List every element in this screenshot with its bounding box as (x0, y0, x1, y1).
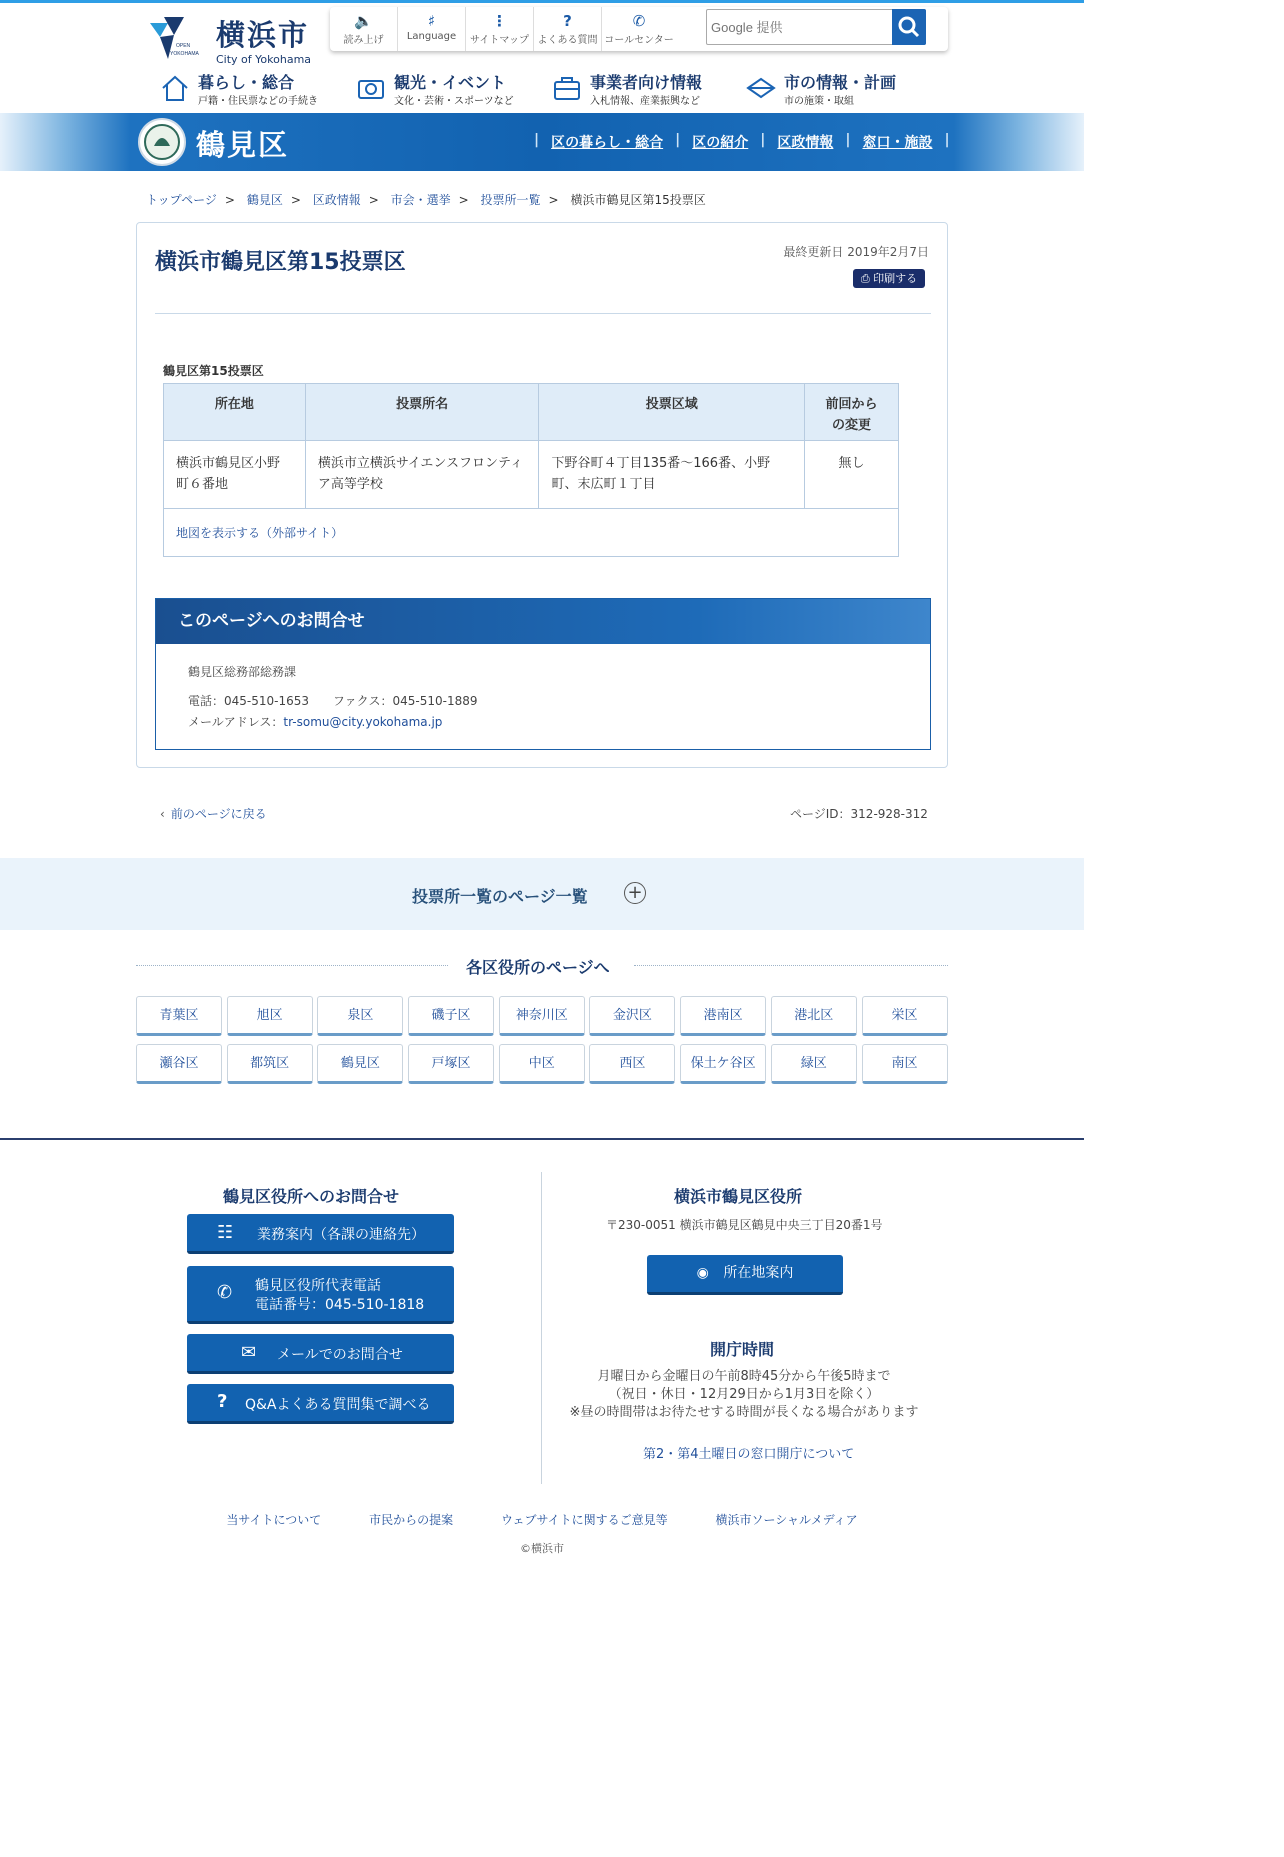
phone-icon: ✆ (632, 12, 646, 30)
divider (634, 965, 948, 966)
button-label: 鶴見区役所代表電話 (255, 1278, 381, 1294)
footer-links (0, 1511, 1084, 1528)
briefcase-icon (552, 73, 582, 103)
table-cell: 横浜市立横浜サイエンスフロンティア高等学校 (305, 441, 539, 509)
util-label: サイトマップ (470, 35, 529, 46)
office-title: 横浜市鶴見区役所 (674, 1187, 803, 1206)
faq-button[interactable] (534, 7, 602, 51)
print-button[interactable] (853, 269, 925, 288)
hours-line: ※昼の時間帯はお待たせする時間が長くなる場合があります (569, 1405, 919, 1420)
site-search (706, 9, 926, 45)
breadcrumb-link[interactable]: 市会・選挙 (390, 193, 451, 207)
table-cell: 横浜市鶴見区小野町６番地 (164, 441, 306, 509)
accordion-page-list[interactable] (0, 858, 1084, 930)
table-header: 所在地 (164, 384, 306, 441)
ward-button[interactable]: 金沢区 (589, 996, 675, 1036)
breadcrumb-link[interactable]: 区政情報 (312, 193, 361, 207)
faq-search-button[interactable] (187, 1384, 454, 1424)
house-icon (160, 73, 190, 103)
read-aloud-button[interactable] (330, 7, 398, 51)
search-button[interactable] (892, 9, 926, 45)
table-header: 前回からの変更 (805, 384, 899, 441)
mail-contact-button[interactable] (187, 1334, 454, 1374)
ward-grid (136, 996, 948, 1084)
ward-nav-facilities[interactable]: 窓口・施設 (862, 135, 933, 151)
page-id: ページID：312-928-312 (790, 807, 928, 821)
back-link[interactable]: 前のページに戻る (170, 807, 267, 821)
button-label: メールでのお問合せ (277, 1347, 403, 1363)
divider (136, 965, 448, 966)
question-icon: ? (563, 12, 572, 30)
plus-icon[interactable]: + (624, 882, 646, 904)
ward-button[interactable]: 西区 (589, 1044, 675, 1084)
divider (155, 313, 931, 314)
phone-button[interactable] (187, 1266, 454, 1324)
ward-button[interactable]: 磯子区 (408, 996, 494, 1036)
inquiry-tel: 電話：045-510-1653 (188, 694, 310, 708)
button-label: 業務案内（各課の連絡先） (257, 1227, 425, 1243)
office-hours (566, 1368, 922, 1422)
question-icon: ? (217, 1391, 228, 1412)
ward-button[interactable]: 港北区 (771, 996, 857, 1036)
polling-table (163, 383, 899, 557)
back-link-wrap (160, 805, 267, 822)
ward-button[interactable]: 中区 (499, 1044, 585, 1084)
table-cell: 無し (805, 441, 899, 509)
ward-button[interactable]: 戸塚区 (408, 1044, 494, 1084)
inquiry-box (155, 598, 931, 750)
ward-button[interactable]: 栄区 (862, 996, 948, 1036)
envelope-icon: ✉ (241, 1342, 257, 1363)
site-header (0, 3, 1084, 113)
util-label: コールセンター (604, 35, 674, 46)
city-logo[interactable] (146, 11, 316, 66)
wards-heading (136, 955, 948, 975)
inquiry-fax: ファクス：045-510-1889 (332, 694, 478, 708)
nav-title: 暮らし・総合 (198, 73, 295, 92)
nav-subtitle: 戸籍・住民票などの手続き (198, 96, 318, 107)
button-label: 所在地案内 (723, 1265, 794, 1281)
hours-title: 開庁時間 (710, 1340, 775, 1359)
button-label: Q&Aよくある質問集で調べる (245, 1397, 431, 1413)
breadcrumb-link[interactable]: 鶴見区 (246, 193, 283, 207)
printer-icon: ⎙ (860, 272, 870, 285)
utility-bar (330, 7, 948, 51)
language-button[interactable] (398, 7, 466, 51)
svg-text:OPEN: OPEN (176, 43, 191, 49)
table-header: 投票区域 (539, 384, 805, 441)
ward-nav-living[interactable]: 区の暮らし・総合 (551, 135, 664, 151)
saturday-hours-link[interactable]: 第2・第4土曜日の窓口開庁について (643, 1447, 855, 1462)
table-cell (164, 509, 899, 557)
diamond-icon (746, 73, 776, 103)
call-center-button[interactable] (602, 7, 676, 51)
office-address: 〒230-0051 横浜市鶴見区鶴見中央三丁目20番1号 (606, 1218, 883, 1232)
ward-emblem-icon[interactable] (138, 118, 186, 166)
ward-button[interactable]: 瀬谷区 (136, 1044, 222, 1084)
print-label: 印刷する (873, 272, 918, 285)
table-row (164, 441, 899, 509)
inquiry-body (156, 644, 930, 733)
nav-title: 事業者向け情報 (590, 73, 703, 92)
footer-link-about[interactable]: 当サイトについて (226, 1513, 322, 1527)
table-cell: 下野谷町４丁目135番～166番、小野町、末広町１丁目 (539, 441, 805, 509)
breadcrumb: トップページ > 鶴見区 > 区政情報 > 市会・選挙 > 投票所一覧 > 横浜市鶴見区第15投票区 (146, 193, 706, 207)
hours-line: 月曜日から金曜日の午前8時45分から午後5時まで (597, 1369, 891, 1384)
phone-icon: ✆ (217, 1282, 233, 1303)
last-updated: 最終更新日 2019年2月7日 (783, 245, 929, 259)
nav-subtitle: 文化・芸術・スポーツなど (394, 96, 514, 107)
wards-title: 各区役所のページへ (466, 958, 610, 977)
ward-title[interactable]: 鶴見区 (196, 128, 290, 162)
ward-button[interactable]: 旭区 (227, 996, 313, 1036)
nav-subtitle: 入札情報、産業振興など (590, 96, 700, 107)
search-icon (892, 9, 926, 45)
footer-contact-title: 鶴見区役所へのお問合せ (223, 1187, 400, 1206)
page-title: 横浜市鶴見区第15投票区 (155, 250, 406, 275)
footer-link-feedback[interactable]: ウェブサイトに関するご意見等 (500, 1513, 668, 1527)
button-label: 電話番号：045-510-1818 (255, 1297, 425, 1313)
city-name-en: City of Yokohama (216, 53, 312, 66)
speaker-icon: 🔈 (354, 12, 373, 30)
nav-subtitle: 市の施策・取組 (784, 96, 854, 107)
city-name-ja: 横浜市 (216, 18, 310, 52)
footer-link-social[interactable]: 横浜市ソーシャルメディア (715, 1513, 858, 1527)
nav-title: 市の情報・計画 (784, 73, 897, 92)
copyright: ©横浜市 (520, 1542, 564, 1555)
ward-button[interactable]: 南区 (862, 1044, 948, 1084)
location-button[interactable] (647, 1255, 843, 1295)
inquiry-mail-label: メールアドレス： (188, 715, 284, 729)
footer-divider (0, 1138, 1084, 1140)
main-nav (156, 67, 916, 111)
table-row (164, 509, 899, 557)
ward-button[interactable]: 緑区 (771, 1044, 857, 1084)
ward-button[interactable]: 都筑区 (227, 1044, 313, 1084)
util-label: 読み上げ (343, 35, 384, 46)
ward-button[interactable]: 港南区 (680, 996, 766, 1036)
ward-button[interactable]: 神奈川区 (499, 996, 585, 1036)
ward-nav-admin[interactable]: 区政情報 (777, 135, 834, 151)
search-input[interactable] (707, 10, 887, 44)
ward-nav: | 区の暮らし・総合 | 区の紹介 | 区政情報 | 窓口・施設 | (534, 132, 950, 151)
hours-line: （祝日・休日・12月29日から1月3日を除く） (608, 1387, 880, 1402)
svg-text:YOKOHAMA: YOKOHAMA (170, 51, 199, 57)
map-pin-icon: ◉ (696, 1265, 709, 1281)
nav-title: 観光・イベント (394, 73, 507, 92)
ward-button[interactable]: 鶴見区 (317, 1044, 403, 1084)
footer-link-proposal[interactable]: 市民からの提案 (369, 1513, 454, 1527)
ward-button[interactable]: 青葉区 (136, 996, 222, 1036)
sitemap-icon: ⋮ (492, 12, 507, 30)
language-icon: ♯ (427, 12, 436, 30)
ward-button[interactable]: 泉区 (317, 996, 403, 1036)
breadcrumb-link[interactable]: トップページ (146, 193, 217, 207)
map-link[interactable]: 地図を表示する（外部サイト） (176, 526, 344, 540)
business-guide-button[interactable] (187, 1214, 454, 1254)
ward-nav-intro[interactable]: 区の紹介 (692, 135, 749, 151)
inquiry-mail-link[interactable]: tr-somu@city.yokohama.jp (283, 715, 443, 729)
table-caption: 鶴見区第15投票区 (163, 364, 264, 378)
util-label: Language (406, 31, 457, 42)
camera-icon (356, 73, 386, 103)
content-card (136, 222, 948, 768)
ward-banner (0, 113, 1084, 171)
table-header: 投票所名 (305, 384, 539, 441)
chevron-left-icon: ‹ (160, 807, 165, 821)
inquiry-heading: このページへのお問合せ (156, 599, 930, 644)
table-header-row (164, 384, 899, 441)
org-chart-icon: ☷ (217, 1222, 234, 1243)
footer-column-divider (541, 1172, 542, 1484)
accordion-label: 投票所一覧のページ一覧 (412, 887, 588, 906)
inquiry-dept: 鶴見区総務部総務課 (188, 665, 297, 679)
ward-button[interactable]: 保土ケ谷区 (680, 1044, 766, 1084)
breadcrumb-link[interactable]: 投票所一覧 (480, 193, 541, 207)
util-label: よくある質問 (537, 35, 598, 46)
open-yokohama-logo-icon (146, 13, 202, 61)
sitemap-button[interactable] (466, 7, 534, 51)
breadcrumb-current: 横浜市鶴見区第15投票区 (570, 193, 706, 207)
